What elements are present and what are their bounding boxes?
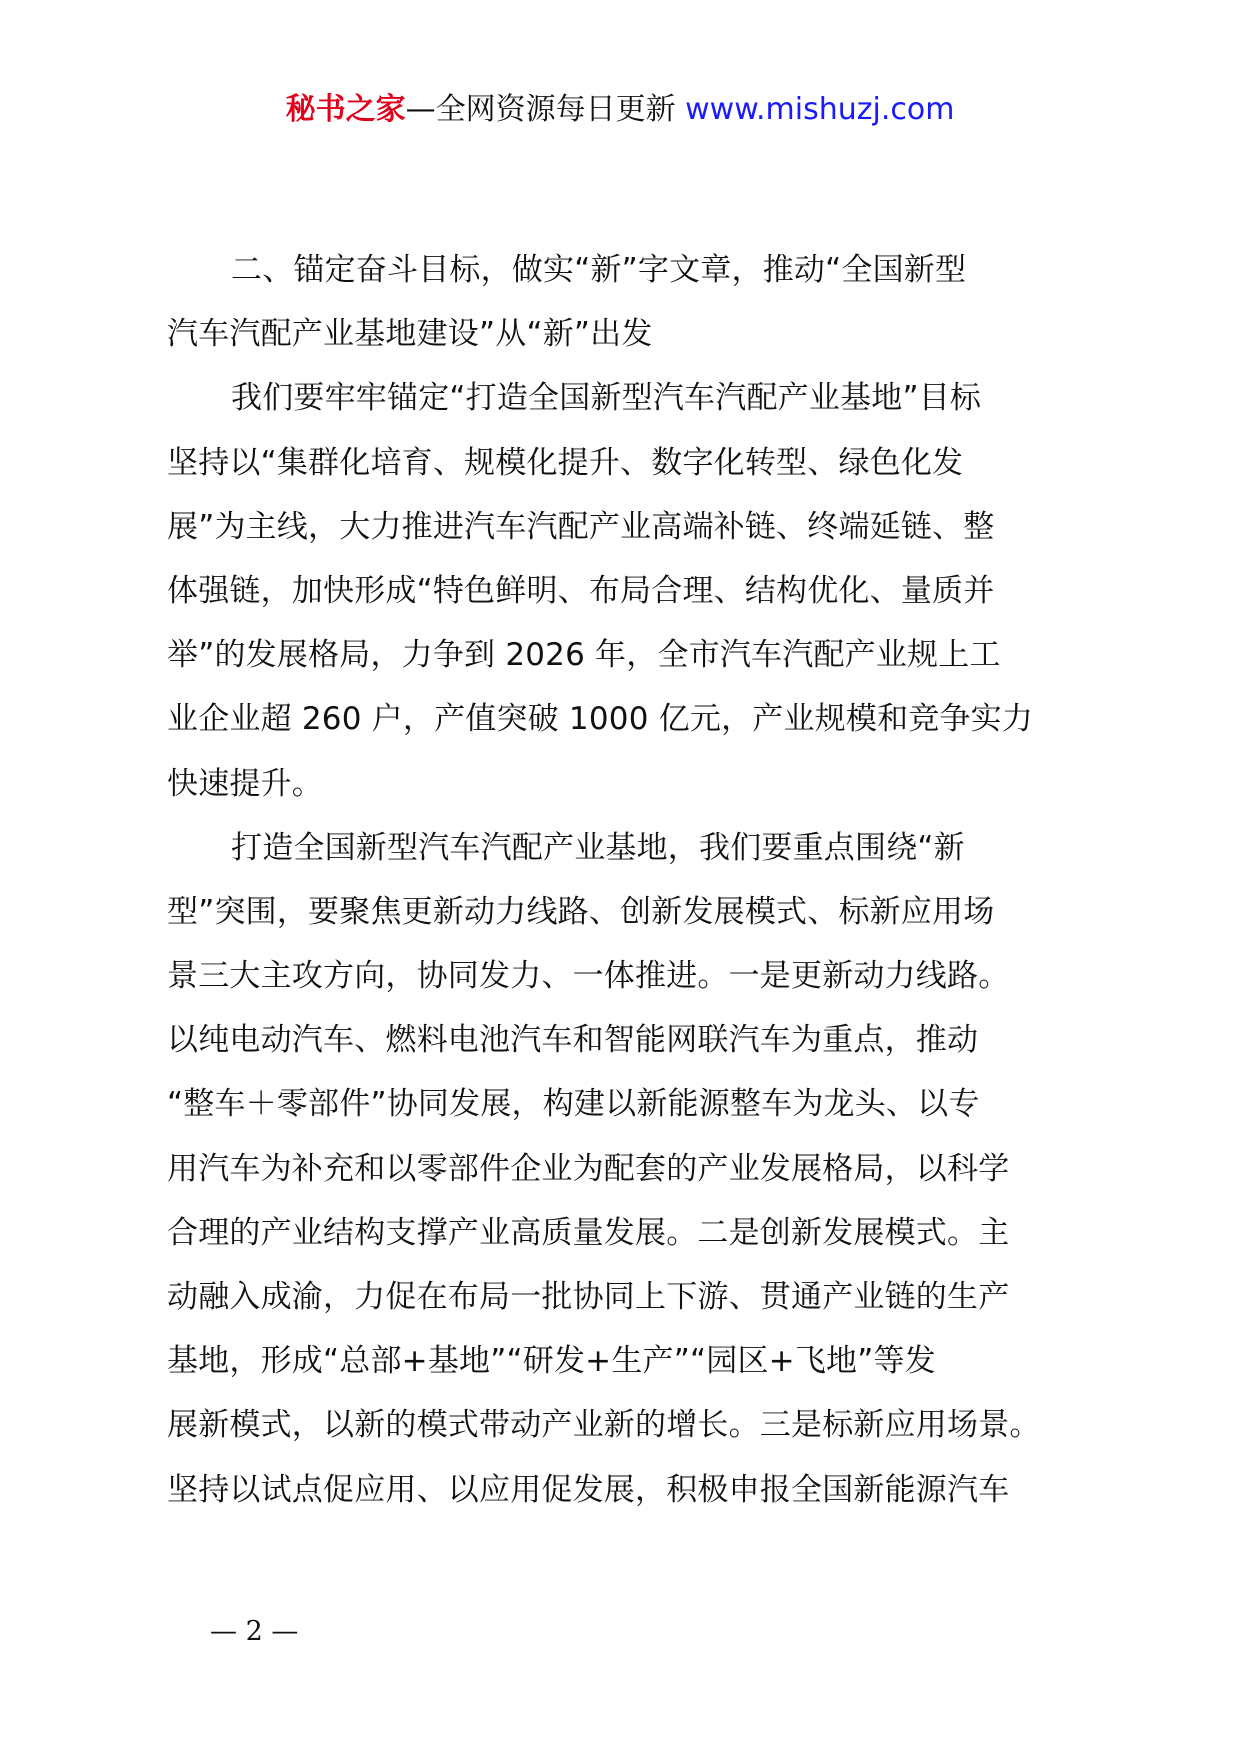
header-tagline: —全网资源每日更新 <box>405 92 676 127</box>
paragraph-line: “整车＋零部件”协同发展，构建以新能源整车为龙头、以专 <box>167 1086 980 1123</box>
paragraph-line: 业企业超 260 户，产值突破 1000 亿元，产业规模和竞争实力 <box>167 701 1034 738</box>
paragraph-line: 以纯电动汽车、燃料电池汽车和智能网联汽车为重点，推动 <box>167 1022 979 1059</box>
paragraph-line: 基地，形成“总部+基地”“研发+生产”“园区+飞地”等发 <box>167 1343 936 1380</box>
paragraph-line: 举”的发展格局，力争到 2026 年，全市汽车汽配产业规上工 <box>167 637 1001 674</box>
brand-name: 秘书之家 <box>285 92 406 127</box>
paragraph-line: 打造全国新型汽车汽配产业基地，我们要重点围绕“新 <box>231 829 965 866</box>
paragraph-line: 合理的产业结构支撑产业高质量发展。二是创新发展模式。主 <box>167 1214 1010 1251</box>
paragraph-line: 快速提升。 <box>167 765 323 802</box>
paragraph-line: 用汽车为补充和以零部件企业为配套的产业发展格局，以科学 <box>167 1150 1010 1187</box>
section-heading-line: 二、锚定奋斗目标，做实“新”字文章，推动“全国新型 <box>231 252 967 288</box>
paragraph-line: 我们要牢牢锚定“打造全国新型汽车汽配产业基地”目标 <box>231 380 982 417</box>
site-url-link[interactable]: www.mishuzj.com <box>685 92 955 127</box>
paragraph-line: 体强链，加快形成“特色鲜明、布局合理、结构优化、量质并 <box>167 572 995 609</box>
page-number: — 2 — <box>210 1616 299 1647</box>
paragraph-line: 型”突围，要聚焦更新动力线路、创新发展模式、标新应用场 <box>167 893 995 930</box>
paragraph-line: 展”为主线，大力推进汽车汽配产业高端补链、终端延链、整 <box>167 508 995 545</box>
section-heading-line: 汽车汽配产业基地建设”从“新”出发 <box>167 316 653 353</box>
site-header <box>0 88 1240 132</box>
paragraph-line: 景三大主攻方向，协同发力、一体推进。一是更新动力线路。 <box>167 958 1010 995</box>
paragraph-line: 展新模式，以新的模式带动产业新的增长。三是标新应用场景。 <box>167 1407 1041 1444</box>
paragraph-line: 坚持以试点促应用、以应用促发展，积极申报全国新能源汽车 <box>167 1471 1010 1508</box>
paragraph-line: 动融入成渝，力促在布局一批协同上下游、贯通产业链的生产 <box>167 1279 1010 1315</box>
document-body <box>167 238 1087 1522</box>
paragraph-line: 坚持以“集群化培育、规模化提升、数字化转型、绿色化发 <box>167 444 964 481</box>
